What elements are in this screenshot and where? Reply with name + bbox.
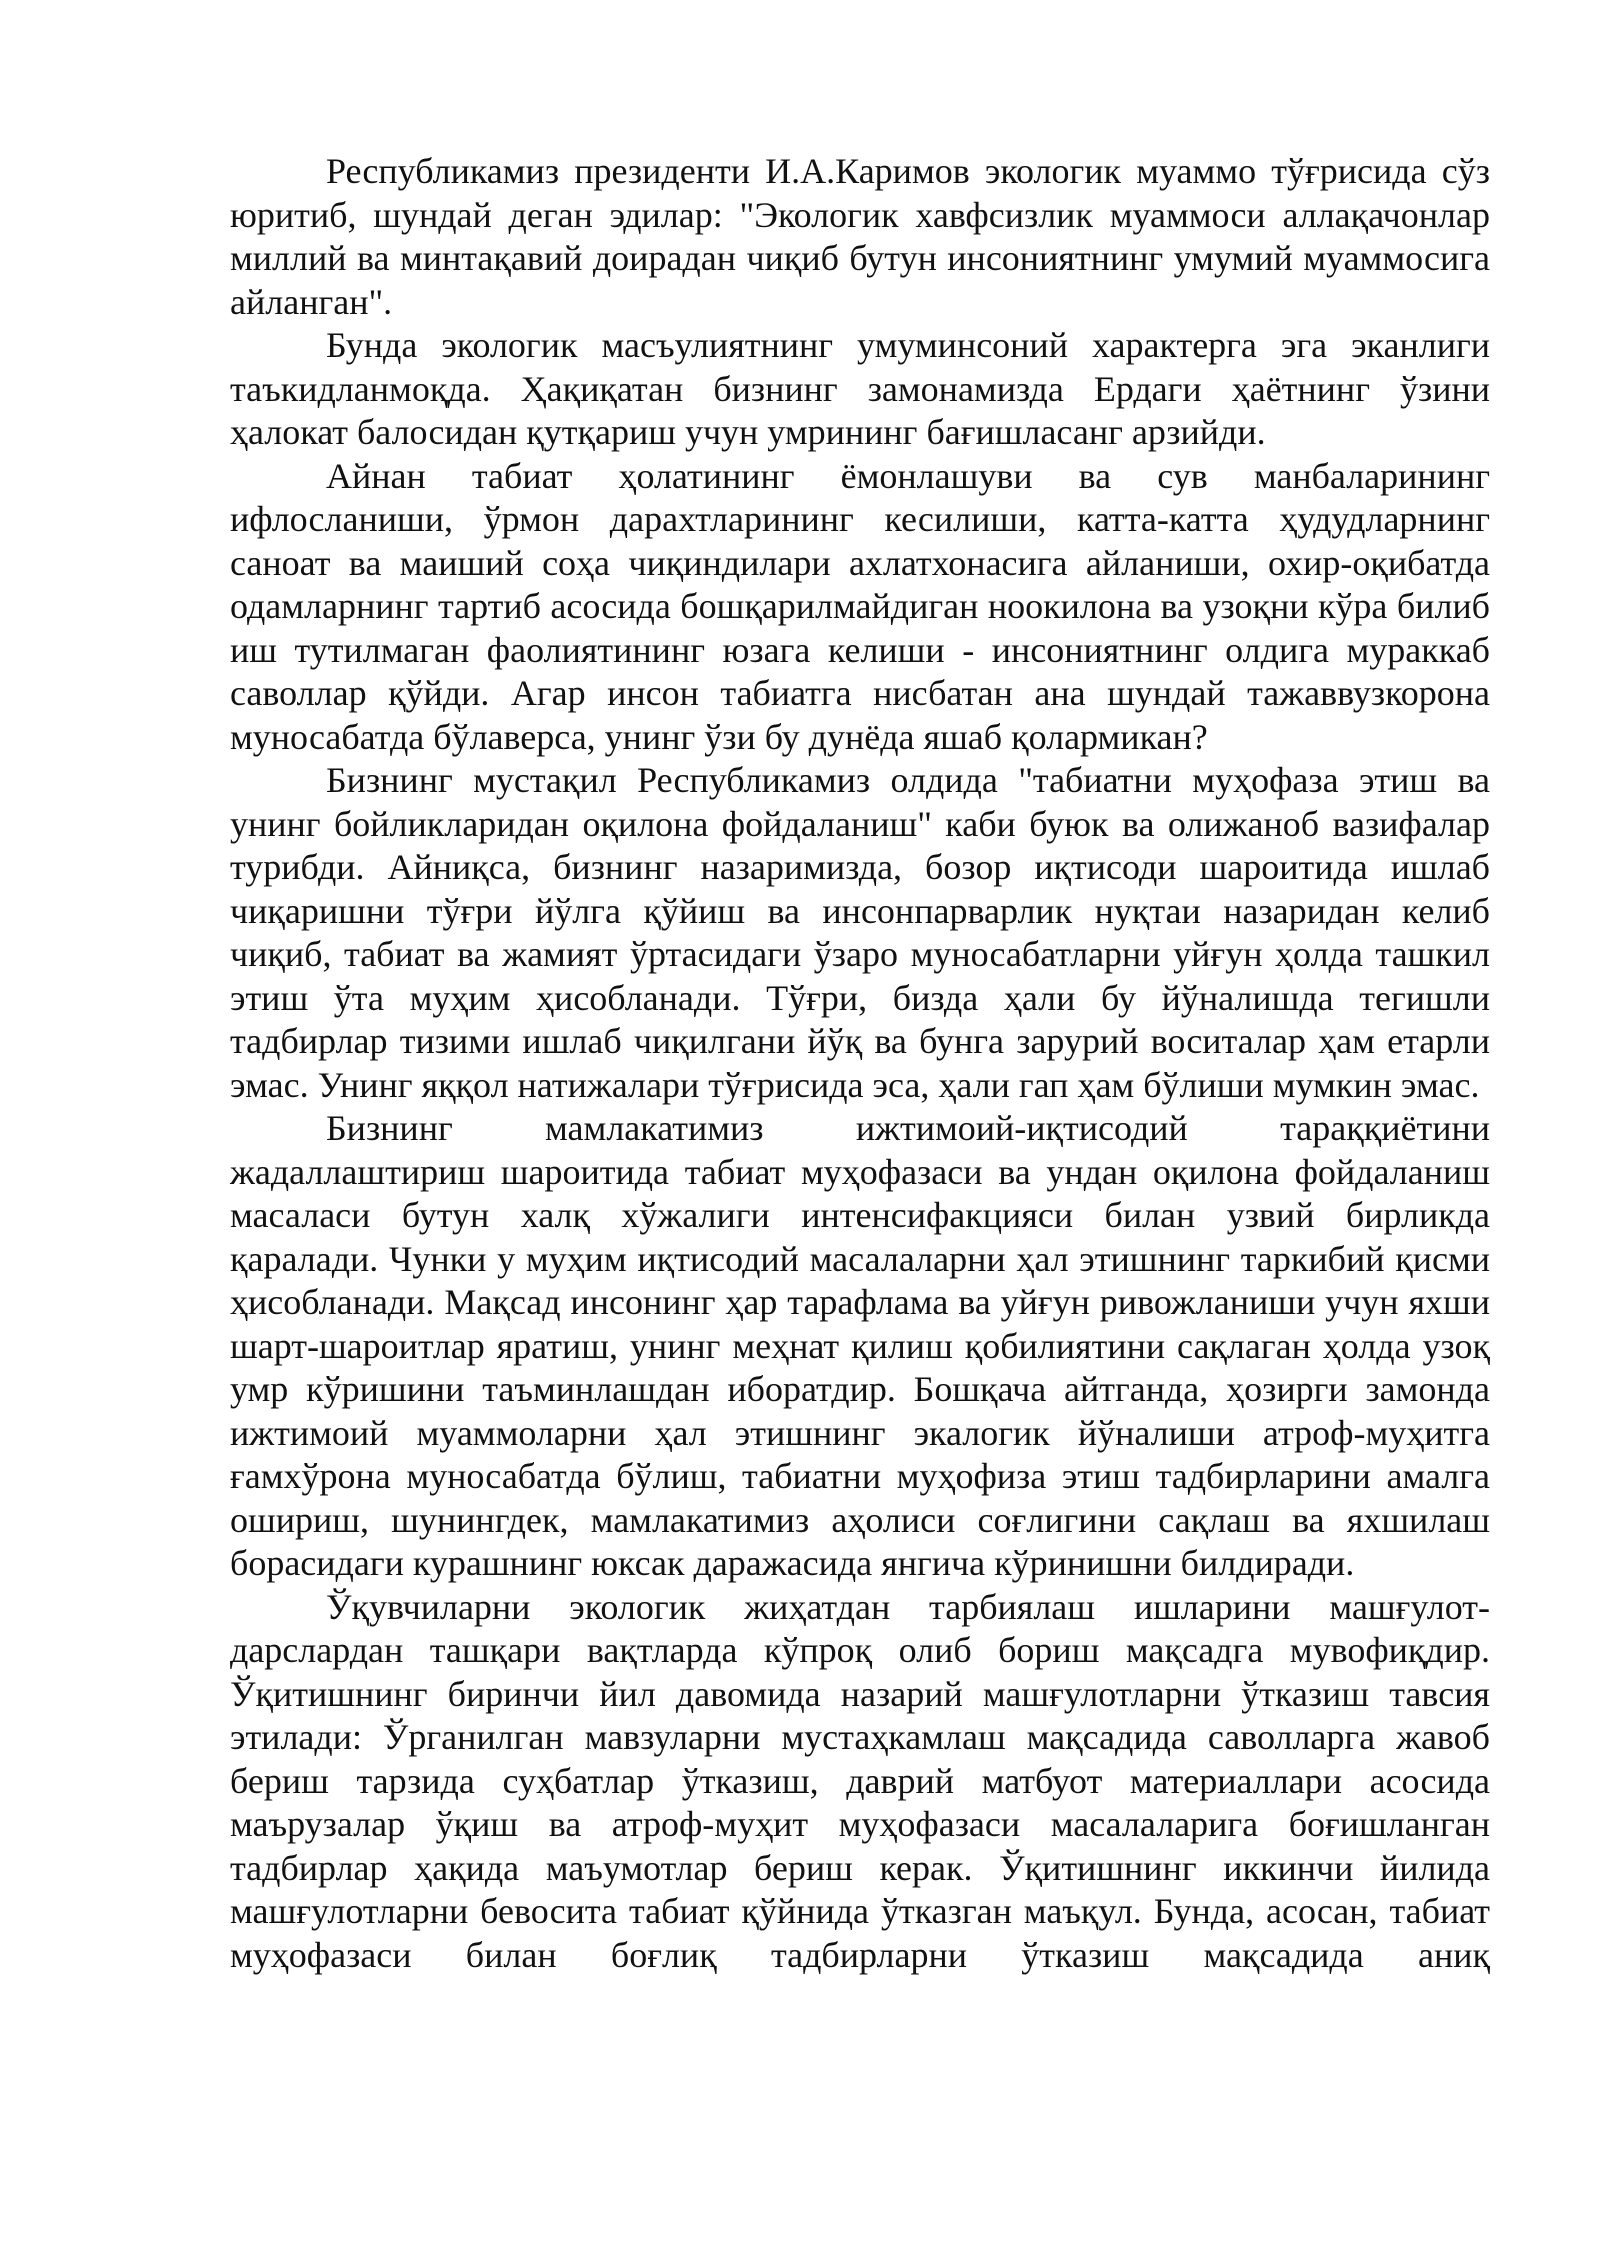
paragraph-3: Айнан табиат ҳолатининг ёмонлашуви ва сув манбаларининг ифлосланиши, ўрмон дарахтларининг кесилиши, катта-катта ҳудудларнинг саноат ва маиший соҳа чиқиндилари ахлатхонасига айланиши, охир-оқибатда одамларнинг тартиб асосида бошқарилмайдиган ноокилона ва узоқни кўра билиб иш тутилмаган фаолиятининг юзага келиши - инсониятнинг олдига мураккаб саволлар қўйди. Агар инсон табиатга нисбатан ана шундай тажаввузкорона муносабатда бўлаверса, унинг ўзи бу дунёда яшаб қолармикан? bbox=[230, 455, 1490, 757]
paragraph-4: Бизнинг мустақил Республикамиз олдида "табиатни муҳофаза этиш ва унинг бойликларидан оқилона фойдаланиш" каби буюк ва олижаноб вазифалар турибди. Айниқса, бизнинг назаримизда, бозор иқтисоди шароитида ишлаб чиқаришни тўғри йўлга қўйиш ва инсонпарварлик нуқтаи назаридан келиб чиқиб, табиат ва жамият ўртасидаги ўзаро муносабатларни уйғун ҳолда ташкил этиш ўта муҳим ҳисобланади. Тўғри, бизда ҳали бу йўналишда тегишли тадбирлар тизими ишлаб чиқилгани йўқ ва бунга зарурий воситалар ҳам етарли эмас. Унинг яққол натижалари тўғрисида эса, ҳали гап ҳам бўлиши мумкин эмас. bbox=[230, 760, 1490, 1105]
paragraph-5: Бизнинг мамлакатимиз ижтимоий-иқтисодий тараққиётини жадаллаштириш шароитида табиат муҳофазаси ва ундан оқилона фойдаланиш масаласи бутун халқ хўжалиги интенсифакцияси билан узвий бирликда қаралади. Чунки у муҳим иқтисодий масалаларни ҳал этишнинг таркибий қисми ҳисобланади. Мақсад инсонинг ҳар тарафлама ва уйғун ривожланиши учун яхши шарт-шароитлар яратиш, унинг меҳнат қилиш қобилиятини сақлаган ҳолда узоқ умр кўришини таъминлашдан иборатдир. Бошқача айтганда, ҳозирги замонда ижтимоий муаммоларни ҳал этишнинг экалогик йўналиши атроф-муҳитга ғамхўрона муносабатда бўлиш, табиатни муҳофиза этиш тадбирларини амалга ошириш, шунингдек, мамлакатимиз аҳолиси соғлигини сақлаш ва яхшилаш борасидаги курашнинг юксак даражасида янгича кўринишни билдиради. bbox=[230, 1108, 1490, 1583]
paragraph-2: Бунда экологик масъулиятнинг умуминсоний характерга эга эканлиги таъкидланмоқда. Ҳақиқатан бизнинг замонамизда Ердаги ҳаётнинг ўзини ҳалокат балосидан қутқариш учун умрининг бағишласанг арзийди. bbox=[230, 325, 1490, 452]
document-page bbox=[230, 150, 1490, 1977]
paragraph-1: Республикамиз президенти И.А.Каримов экологик муаммо тўғрисида сўз юритиб, шундай деган эдилар: "Экологик хавфсизлик муаммоси аллақачонлар миллий ва минтақавий доирадан чиқиб бутун инсониятнинг умумий муаммосига айланган". bbox=[230, 151, 1490, 322]
paragraph-6: Ўқувчиларни экологик жиҳатдан тарбиялаш ишларини машғулот-дарслардан ташқари вақтларда кўпроқ олиб бориш мақсадга мувофиқдир. Ўқитишнинг биринчи йил давомида назарий машғулотларни ўтказиш тавсия этилади: Ўрганилган мавзуларни мустаҳкамлаш мақсадида саволларга жавоб бериш тарзида суҳбатлар ўтказиш, даврий матбуот материаллари асосида маърузалар ўқиш ва атроф-муҳит муҳофазаси масалаларига боғишланган тадбирлар ҳақида маъумотлар бериш керак. Ўқитишнинг иккинчи йилида машғулотларни бевосита табиат қўйнида ўтказган маъқул. Бунда, асосан, табиат муҳофазаси билан боғлиқ тадбирларни ўтказиш мақсадида аниқ bbox=[230, 1586, 1490, 1975]
